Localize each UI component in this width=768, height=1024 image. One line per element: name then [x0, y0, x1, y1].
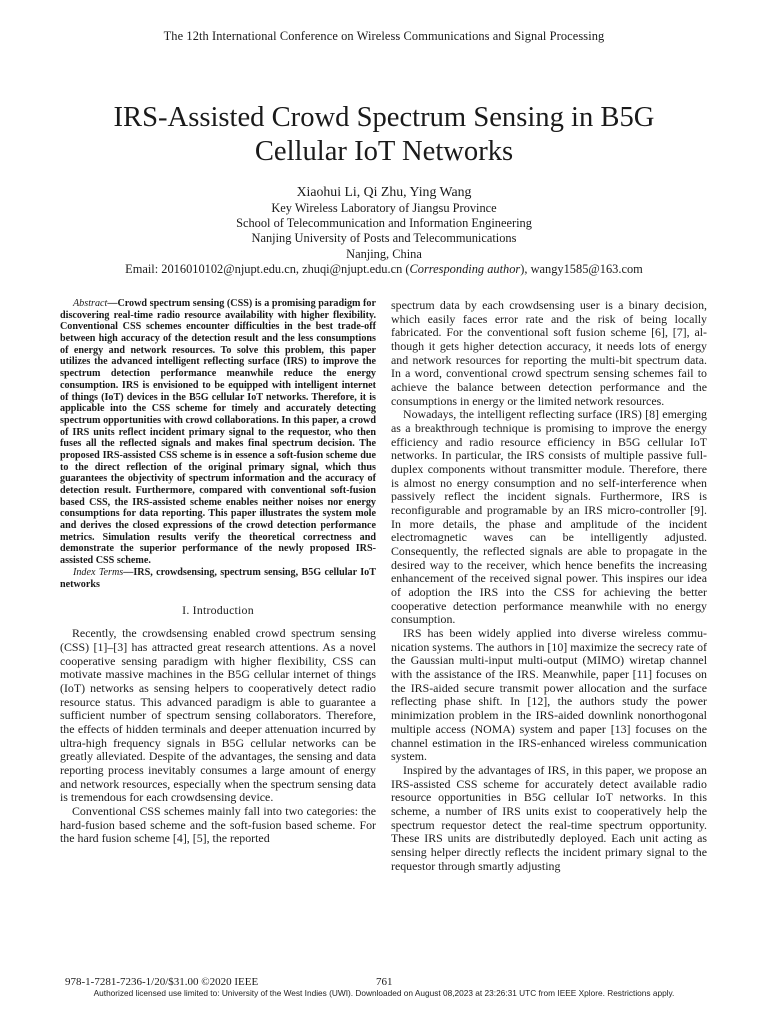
- section-heading-introduction: I. Introduction: [182, 603, 254, 618]
- footer-isbn: 978-1-7281-7236-1/20/$31.00 ©2020 IEEE: [65, 976, 259, 988]
- affiliation-block: [0, 201, 768, 277]
- body-paragraph: Nowadays, the intelligent reflecting surface (IRS) [8] emerging as a breakthrough technique is promising to improve the energy efficiency and radio resource efficiency in B5G cellular IoT networks. In particular, the IRS consists of multiple passive full-duplex components without transmitter module. Therefore, there is almost no energy consumption and no self-interference when passively reflect the incident signals. Furthermore, IRS is reconfigurable and programable by an IRS micro-controller [9]. In more details, the phase and amplitude of the incident electromagnetic waves can be intelligently adjusted. Consequently, the reflected signals are able to propagate in the desired way to the receiver, which hence benefits the increasing enhancement of the received signal power. This inspires our idea of adoption the IRS into the CSS for achieving the better cooperative detection performance meanwhile with no energy consumption.: [391, 407, 707, 627]
- paper-title-line-1: IRS-Assisted Crowd Spectrum Sensing in B5G: [113, 102, 655, 133]
- affiliation-line: Key Wireless Laboratory of Jiangsu Province: [271, 201, 497, 215]
- author-list: Xiaohui Li, Qi Zhu, Ying Wang: [296, 184, 472, 199]
- email-suffix: ), wangy1585@163.com: [520, 261, 643, 276]
- paper-title: [60, 101, 708, 169]
- body-paragraph: Conventional CSS schemes mainly fall into two categories: the hard-fusion based scheme and the soft-fusion based scheme. For the hard fusion scheme [4], [5], the reported: [60, 803, 376, 846]
- license-notice: Authorized licensed use limited to: University of the West Indies (UWI). Downloaded on August 08,2023 at 23:26:31 UTC from IEEE Xplore. Restrictions apply.: [93, 988, 675, 998]
- left-column: [60, 298, 376, 846]
- affiliation-line: School of Telecommunication and Information Engineering: [236, 216, 532, 231]
- corresponding-author-note: Corresponding author: [409, 261, 521, 276]
- paper-title-line-2: Cellular IoT Networks: [254, 136, 514, 167]
- body-paragraph: spectrum data by each crowdsensing user is a binary decision, which easily faces error rate and the risk of being locally fabricated. For the conventional soft fusion scheme [6], [7], although it gets higher detection accuracy, it needs lots of energy and network resources for reporting the multi-bit spectrum data. In a word, conventional crowd spectrum sensing schemes fail to achieve the balance between detection performance and the consumptions in energy or the limited network resources.: [391, 298, 707, 408]
- body-paragraph: Recently, the crowdsensing enabled crowd spectrum sensing (CSS) [1]–[3] has attracted great research attentions. As a novel cooperative sensing paradigm with higher flexibility, CSS can motivate massive machines in the B5G cellular internet of things (IoT) networks as sensing helpers to cooperatively detect radio resource status. This advanced paradigm is able to guarantee a sufficient number of spectrum sensing collaborators. Therefore, the effects of hidden terminals and deeper attenuation incurred by ultra-high frequency signals in B5G cellular networks can be greatly alleviated. Despite of the advantages, the sensing and data reporting process inevitably consumes a large amount of energy and network resources, especially when the spectrum sensing data is tremendous for each crowdsensing device.: [60, 626, 376, 805]
- abstract-text: —Crowd spectrum sensing (CSS) is a promising paradigm for discovering real-time radio resource availability with higher flexibility. Conventional CSS schemes encounter difficulties in the best trade-off between high accuracy of the detection result and the less consumptions of energy and network resources. To solve this problem, this paper utilizes the advanced intelligent reflecting surface (IRS) to improve the spectrum detection performance meanwhile reduce the energy consumption. IRS is envisioned to be equipped with intelligent internet of things (IoT) devices in the B5G cellular IoT networks. Therefore, it is applicable into the CSS scheme for timely and accurately detecting spectrum opportunities with crowd collaborations. In this paper, a crowd of IRS units reflect incident primary signal to the requestor, who then fuses all the reflected signals and makes final spectrum decision. The proposed IRS-assisted CSS scheme is in essence a soft-fusion scheme due to the direct reflection of the original primary signal, which thus guarantees the objectivity of spectrum information and the accuracy of detection result. Furthermore, compared with conventional soft-fusion based CSS, the IRS-assisted scheme enables neither noises nor energy consumptions for data reporting. This paper illustrates the system mole and derives the closed expressions of the crowd detection performance metrics. Simulation results verify the theoretical correctness and demonstrate the superior performance of the newly proposed IRS-assisted CSS scheme.: [60, 298, 376, 567]
- affiliation-line: Nanjing, China: [346, 246, 422, 261]
- body-paragraph: Inspired by the advantages of IRS, in this paper, we propose an IRS-assisted CSS scheme for accurately detect available radio resource opportunities in B5G cellular IoT networks. In this scheme, a number of IRS units exist to cooperatively help the spectrum requestor detect the real-time spectrum opportunity. These IRS units are distributedly deployed. Each unit acting as sensing helper directly reflects the incident primary signal to the requestor through smartly adjusting: [391, 762, 707, 873]
- index-terms: [60, 567, 376, 590]
- abstract-lead: Abstract: [73, 298, 108, 309]
- abstract: [60, 298, 376, 567]
- affiliation-line: Nanjing University of Posts and Telecommunications: [251, 231, 517, 246]
- body-paragraph: IRS has been widely applied into diverse wireless communication systems. The authors in [10] maximize the secrecy rate of the Gaussian multi-input multi-output (MIMO) wiretap channel with the assistance of the IRS. Meanwhile, paper [11] focuses on the IRS-aided secure transmit power allocation and the surface reflecting phase shift. In [12], the authors study the power minimization problem in the IRS-aided downlink nonorthogonal multiple access (NOMA) system and paper [13] focuses on the channel estimation in the IRS-enhanced wireless communication system.: [391, 626, 707, 764]
- index-terms-text: —IRS, crowdsensing, spectrum sensing, B5G cellular IoT networks: [60, 566, 376, 590]
- index-terms-lead: Index Terms: [73, 566, 124, 578]
- email-line: [0, 262, 768, 277]
- right-column: [391, 299, 707, 873]
- conference-header: The 12th International Conference on Wireless Communications and Signal Processing: [163, 29, 605, 43]
- page-number: 761: [376, 976, 393, 988]
- email-prefix: Email: 2016010102@njupt.edu.cn, zhuqi@njupt.edu.cn (: [125, 261, 410, 276]
